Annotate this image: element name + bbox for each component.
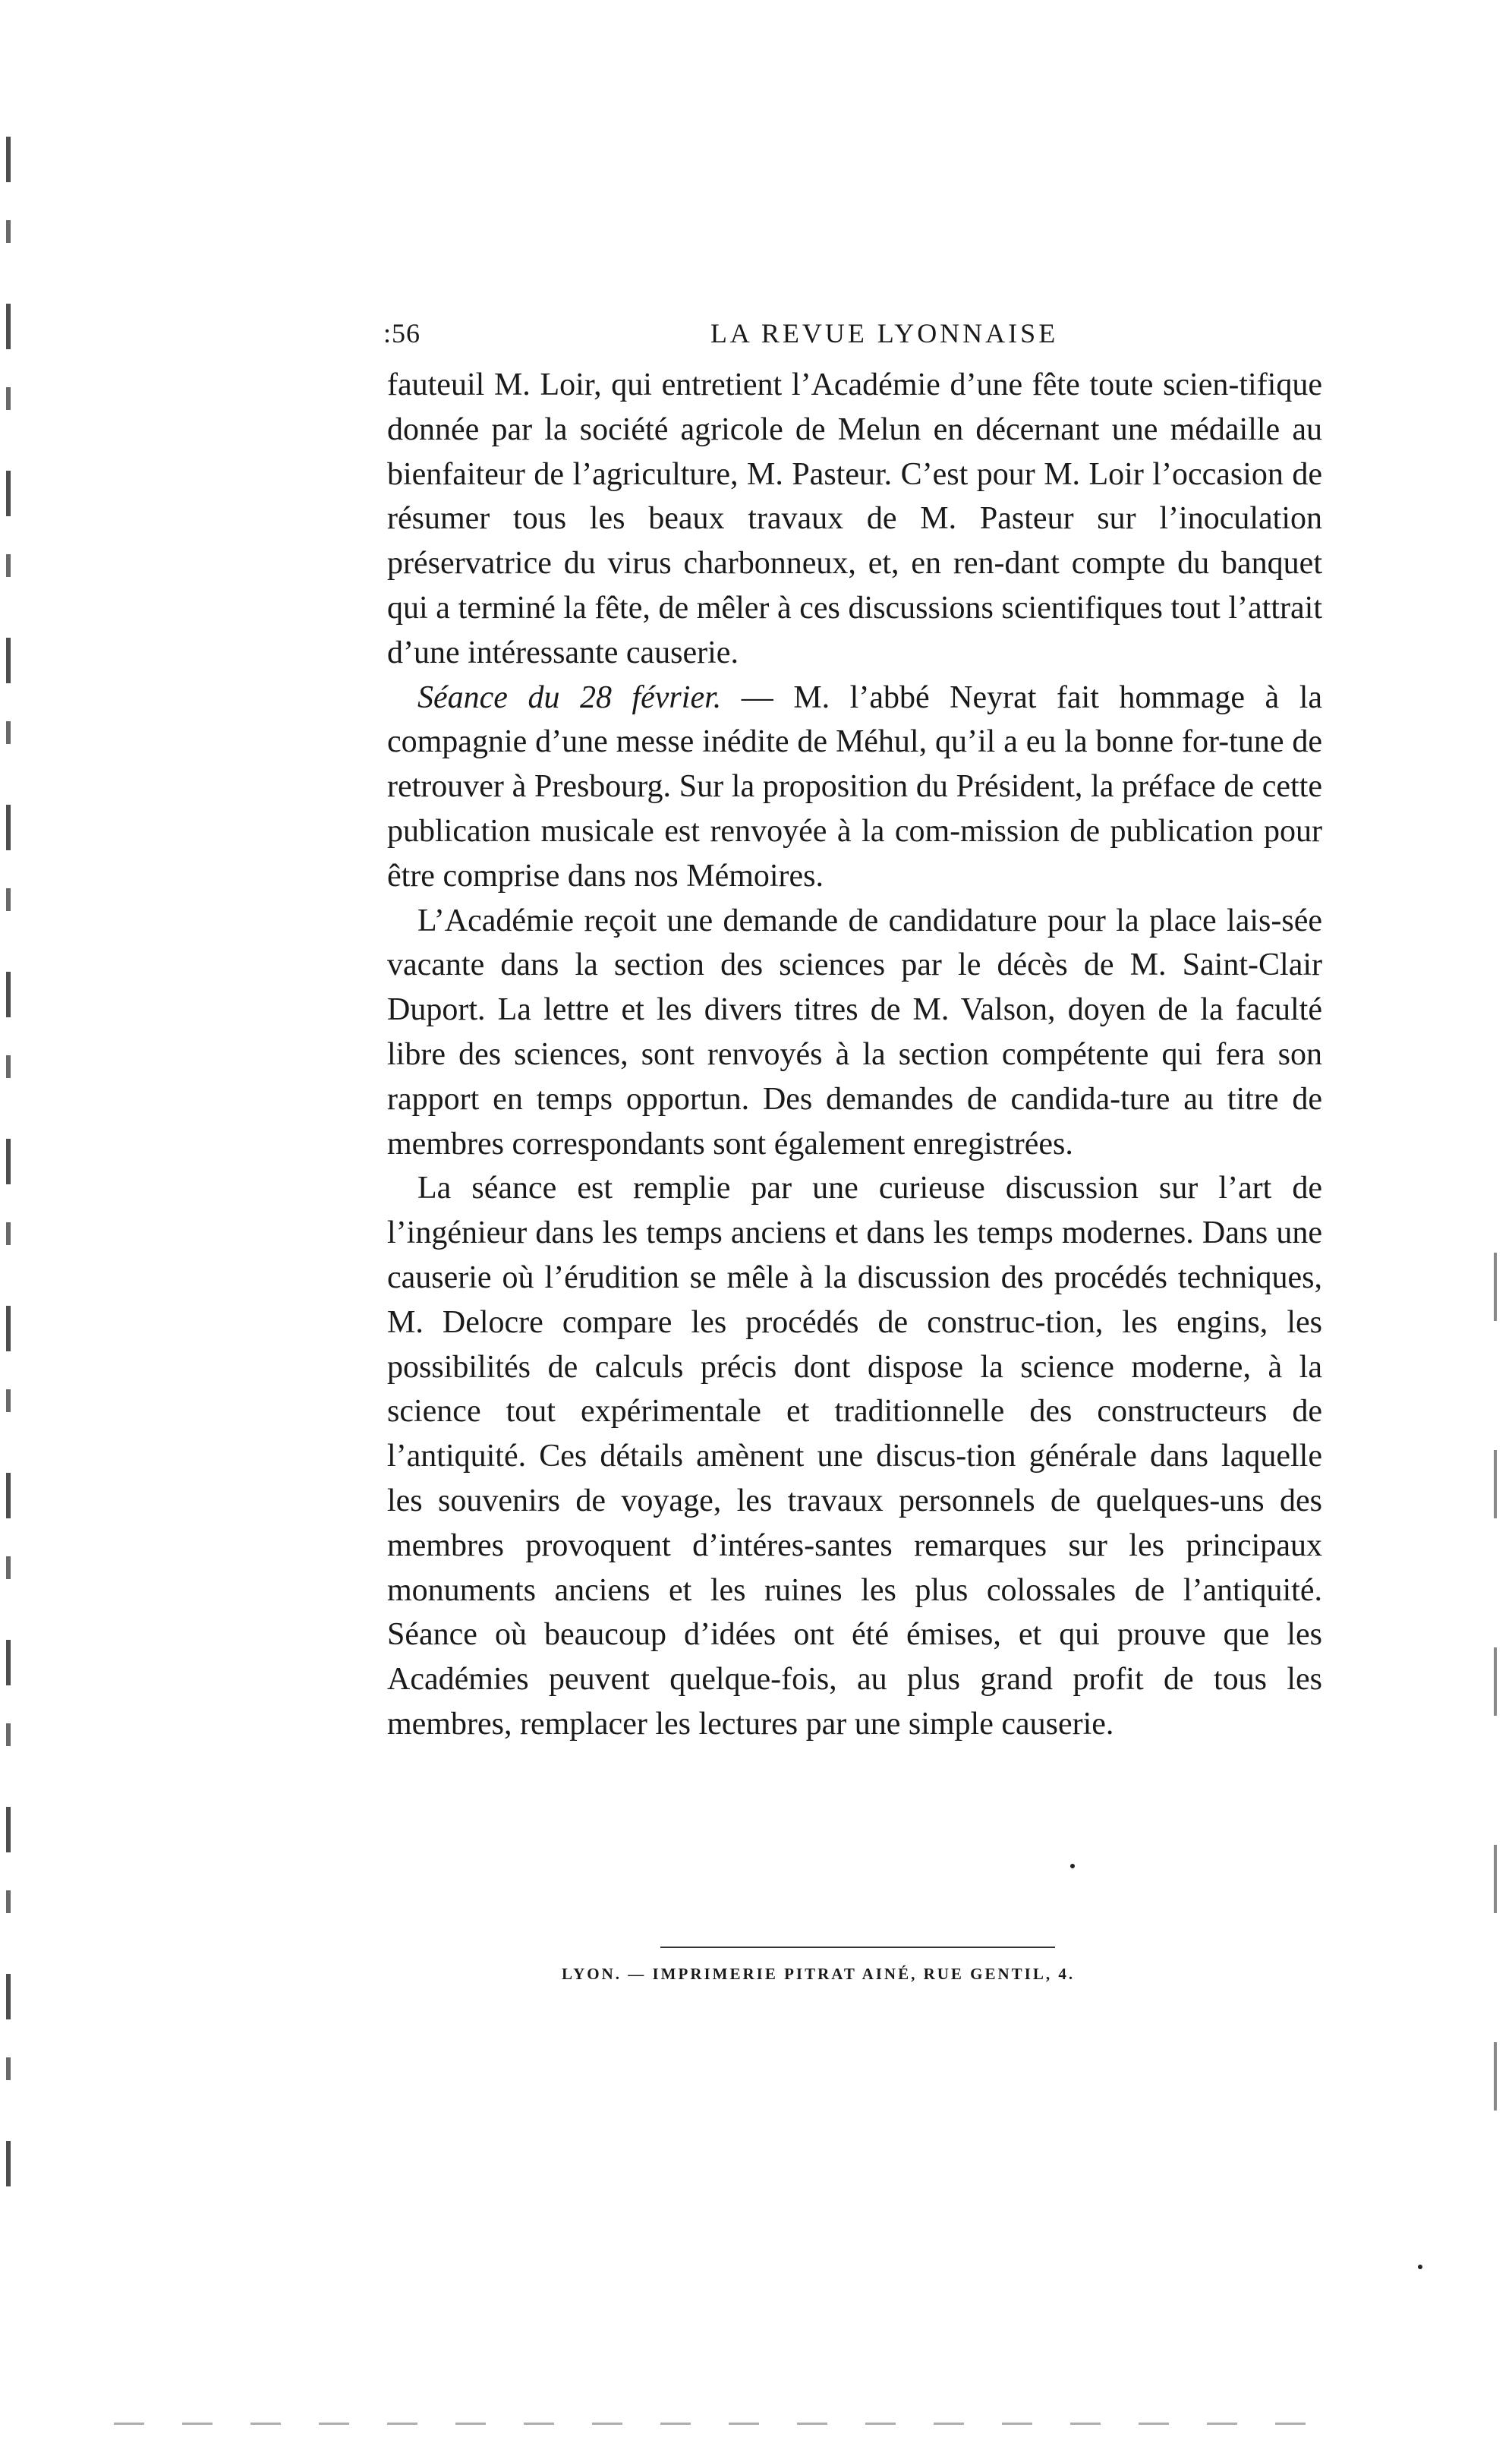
- footer-rule: [660, 1947, 1055, 1948]
- scan-edge-artifact-left: [6, 137, 11, 2186]
- paragraph-text: La séance est remplie par une curieuse discussion sur l’art de l’ingénieur dans les temps anciens et dans les temps modernes. Dans une causerie où l’érudition se mêle à la discussion des procédés techniques, M. Delocre compare les procédés de construc-tion, les engins, les possibilités de calculs précis dont dispose la science moderne, à la science tout expérimentale et traditionnelle des constructeurs de l’antiquité. Ces détails amènent une discus-tion générale dans laquelle les souvenirs de voyage, les travaux personnels de quelques-uns des membres provoquent d’intéres-santes remarques sur les principaux monuments anciens et les ruines les plus colossales de l’antiquité. Séance où beaucoup d’idées ont été émises, et qui prouve que les Académies peuvent quelque-fois, au plus grand profit de tous les membres, remplacer les lectures par une simple causerie.: [387, 1171, 1322, 1742]
- page-number: :56: [383, 318, 421, 348]
- paragraph: [387, 1166, 1322, 1746]
- ink-speck: [1070, 1864, 1075, 1868]
- paragraph-text: L’Académie reçoit une demande de candidature pour la place lais-sée vacante dans la section des sciences par le décès de M. Saint-Clair Duport. La lettre et les divers titres de M. Valson, doyen de la faculté libre des sciences, sont renvoyés à la section compétente qui fera son rapport en temps opportun. Des demandes de candida-ture au titre de membres correspondants sont également enregistrées.: [387, 903, 1322, 1162]
- body-text: [387, 363, 1322, 1747]
- paragraph: [387, 676, 1322, 899]
- running-title: LA REVUE LYONNAISE: [710, 318, 1059, 348]
- session-heading: Séance du 28 février.: [417, 679, 722, 715]
- paragraph-text: — M. l’abbé Neyrat fait hommage à la compagnie d’une messe inédite de Méhul, qu’il a eu la bonne for-tune de retrouver à Presbourg. Sur la proposition du Président, la préface de cette publication musicale est renvoyée à la com-mission de publication pour être comprise dans nos Mémoires.: [387, 679, 1322, 894]
- scan-edge-artifact-right: [1494, 1253, 1497, 2164]
- paragraph: [387, 899, 1322, 1167]
- page-header: [383, 317, 1325, 363]
- ink-speck: [1418, 2265, 1422, 2269]
- printer-imprint: LYON. — IMPRIMERIE PITRAT AINÉ, RUE GENTIL, 4.: [562, 1965, 1076, 1983]
- paragraph-text: fauteuil M. Loir, qui entretient l’Académie d’une fête toute scien-tifique donnée par la société agricole de Melun en décernant une médaille au bienfaiteur de l’agriculture, M. Pasteur. C’est pour M. Loir l’occasion de résumer tous les beaux travaux de M. Pasteur sur l’inoculation préservatrice du virus charbonneux, et, en ren-dant compte du banquet qui a terminé la fête, de mêler à ces discussions scientifiques tout l’attrait d’une intéressante causerie.: [387, 367, 1322, 670]
- scan-edge-artifact-bottom: [114, 2423, 1328, 2425]
- paragraph: [387, 363, 1322, 676]
